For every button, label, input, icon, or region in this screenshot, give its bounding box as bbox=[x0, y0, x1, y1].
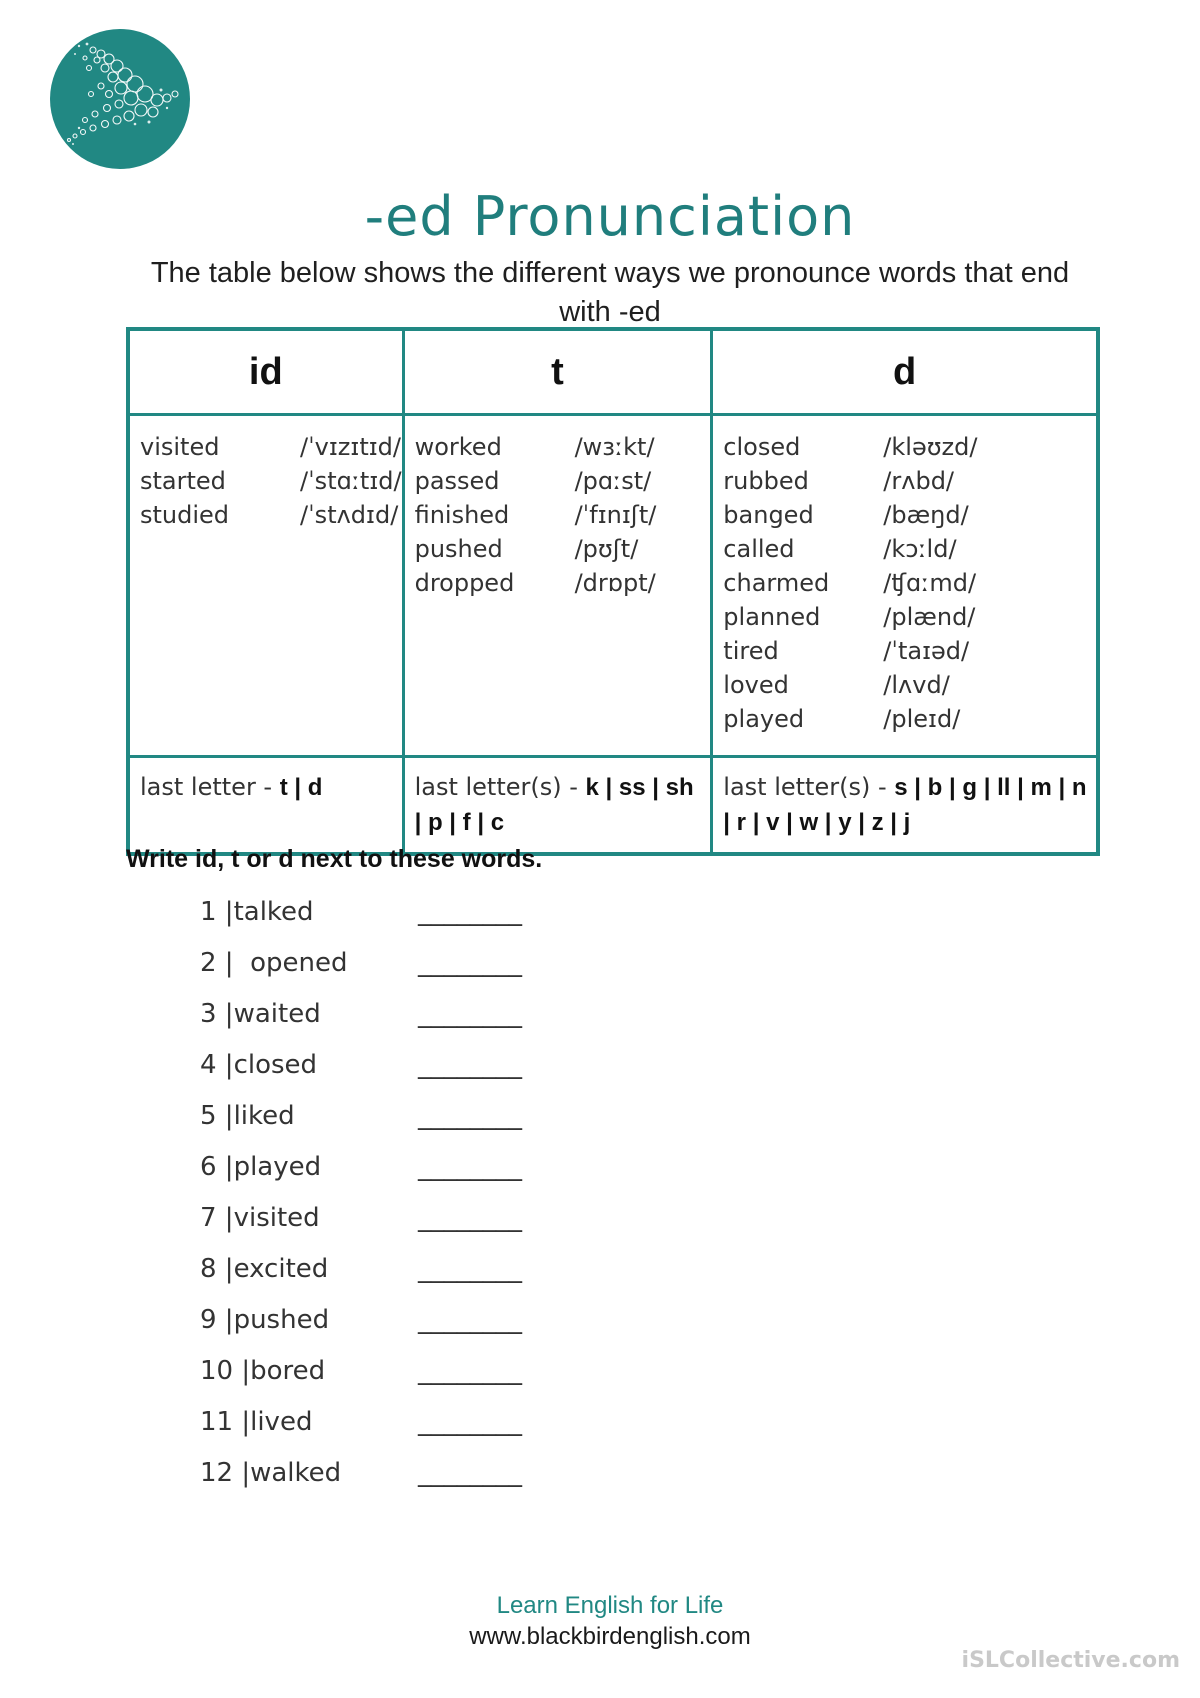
word-pair bbox=[723, 464, 1096, 498]
word: rubbed bbox=[723, 467, 809, 495]
footer-brand: Learn English for Life bbox=[496, 1592, 724, 1619]
exercise-item bbox=[200, 1352, 522, 1403]
rule-cell-id bbox=[128, 757, 403, 855]
rule-prefix: last letter(s) - bbox=[414, 773, 586, 801]
word-pair bbox=[723, 430, 1096, 464]
ipa: /ʧɑːmd/ bbox=[883, 569, 977, 597]
answer-blank[interactable]: ________ bbox=[418, 1050, 522, 1080]
ipa: /lʌvd/ bbox=[883, 671, 950, 699]
item-word: pushed bbox=[233, 1305, 330, 1335]
ipa: /ˈstɑːtɪd/ bbox=[300, 467, 402, 495]
item-word: visited bbox=[233, 1203, 320, 1233]
answer-blank[interactable]: ________ bbox=[418, 1254, 522, 1284]
rule-cell-d bbox=[712, 757, 1098, 855]
word-pair bbox=[415, 498, 711, 532]
word-pair bbox=[723, 702, 1096, 736]
word: finished bbox=[414, 501, 510, 529]
word-pair bbox=[140, 430, 402, 464]
ipa: /pɑːst/ bbox=[574, 467, 652, 495]
exercise-item bbox=[200, 1148, 522, 1199]
words-cell-id bbox=[128, 415, 403, 757]
answer-blank[interactable]: ________ bbox=[418, 1203, 522, 1233]
word-pair bbox=[723, 566, 1096, 600]
item-word: opened bbox=[233, 948, 348, 978]
item-number: 1 | bbox=[200, 897, 234, 927]
ipa: /rʌbd/ bbox=[883, 467, 955, 495]
item-number: 11 | bbox=[200, 1407, 251, 1437]
ipa: /ˈvɪzɪtɪd/ bbox=[300, 433, 401, 461]
word: dropped bbox=[414, 569, 515, 597]
word-pair bbox=[415, 464, 711, 498]
exercise-item bbox=[200, 1199, 522, 1250]
rule-letters: k | ss | sh | p | f | c bbox=[414, 774, 694, 836]
exercise-item bbox=[200, 1097, 522, 1148]
exercise-item bbox=[200, 944, 522, 995]
word: passed bbox=[414, 467, 500, 495]
word: played bbox=[723, 705, 805, 733]
ipa: /ˈstʌdɪd/ bbox=[300, 501, 399, 529]
header-id: id bbox=[128, 329, 403, 415]
word-pair bbox=[140, 464, 402, 498]
ipa: /kɔːld/ bbox=[883, 535, 957, 563]
word: loved bbox=[723, 671, 789, 699]
item-word: lived bbox=[250, 1407, 313, 1437]
item-number: 12 | bbox=[200, 1458, 251, 1488]
word-pair bbox=[723, 668, 1096, 702]
word-pair bbox=[723, 532, 1096, 566]
item-number: 3 | bbox=[200, 999, 234, 1029]
words-cell-d bbox=[712, 415, 1098, 757]
answer-blank[interactable]: ________ bbox=[418, 999, 522, 1029]
page-subtitle: The table below shows the different ways we pronounce words that end with -ed bbox=[150, 257, 1070, 328]
answer-blank[interactable]: ________ bbox=[418, 1458, 522, 1488]
word: closed bbox=[723, 433, 801, 461]
item-word: closed bbox=[233, 1050, 318, 1080]
table-header-row bbox=[128, 329, 1098, 415]
item-number: 9 | bbox=[200, 1305, 234, 1335]
page-title: -ed Pronunciation bbox=[364, 185, 856, 248]
exercise-item bbox=[200, 1301, 522, 1352]
header-d: d bbox=[712, 329, 1098, 415]
ipa: /pʊʃt/ bbox=[574, 535, 639, 563]
header-t: t bbox=[403, 329, 712, 415]
rule-cell-t bbox=[403, 757, 712, 855]
item-word: played bbox=[233, 1152, 322, 1182]
word: charmed bbox=[723, 569, 830, 597]
item-word: walked bbox=[250, 1458, 342, 1488]
word-pair bbox=[723, 600, 1096, 634]
rule-prefix: last letter - bbox=[140, 773, 280, 801]
footer-url[interactable]: www.blackbirdenglish.com bbox=[469, 1623, 751, 1650]
ipa: /plænd/ bbox=[883, 603, 976, 631]
item-number: 8 | bbox=[200, 1254, 234, 1284]
exercise-item bbox=[200, 893, 522, 944]
exercise-item bbox=[200, 1403, 522, 1454]
word-pair bbox=[723, 498, 1096, 532]
item-word: excited bbox=[233, 1254, 329, 1284]
word-pair bbox=[140, 498, 402, 532]
word: banged bbox=[723, 501, 814, 529]
word: worked bbox=[414, 433, 502, 461]
ipa: /bæŋd/ bbox=[883, 501, 969, 529]
item-number: 7 | bbox=[200, 1203, 234, 1233]
word-pair bbox=[415, 532, 711, 566]
rule-prefix: last letter(s) - bbox=[723, 773, 895, 801]
item-word: waited bbox=[233, 999, 321, 1029]
pronunciation-table bbox=[126, 327, 1100, 856]
item-number: 6 | bbox=[200, 1152, 234, 1182]
item-word: talked bbox=[233, 897, 314, 927]
exercise-item bbox=[200, 1046, 522, 1097]
ipa: /kləʊzd/ bbox=[883, 433, 978, 461]
exercise-instruction: Write id, t or d next to these words. bbox=[126, 845, 543, 873]
word: started bbox=[140, 467, 226, 495]
ipa: /drɒpt/ bbox=[574, 569, 656, 597]
answer-blank[interactable]: ________ bbox=[418, 897, 522, 927]
table-rule-row bbox=[128, 757, 1098, 855]
item-word: liked bbox=[233, 1101, 295, 1131]
word-pair bbox=[415, 566, 711, 600]
table-words-row bbox=[128, 415, 1098, 757]
words-cell-t bbox=[403, 415, 712, 757]
answer-blank[interactable]: ________ bbox=[418, 1101, 522, 1131]
word: called bbox=[723, 535, 795, 563]
exercise-item bbox=[200, 1454, 522, 1505]
item-number: 5 | bbox=[200, 1101, 234, 1131]
ipa: /wɜːkt/ bbox=[574, 433, 655, 461]
ipa: /pleɪd/ bbox=[883, 705, 961, 733]
ipa: /ˈfɪnɪʃt/ bbox=[574, 501, 657, 529]
rule-letters: s | b | g | ll | m | n | r | v | w | y | z | j bbox=[723, 774, 1087, 836]
answer-blank[interactable]: ________ bbox=[418, 1407, 522, 1437]
item-number: 2 | bbox=[200, 948, 234, 978]
rule-letters: t | d bbox=[279, 774, 323, 801]
word-pair bbox=[723, 634, 1096, 668]
exercise-item bbox=[200, 1250, 522, 1301]
item-word: bored bbox=[250, 1356, 326, 1386]
word: studied bbox=[140, 501, 230, 529]
exercise-list bbox=[200, 893, 522, 1505]
word: planned bbox=[723, 603, 821, 631]
exercise-item bbox=[200, 995, 522, 1046]
answer-blank[interactable]: ________ bbox=[418, 1305, 522, 1335]
answer-blank[interactable]: ________ bbox=[418, 948, 522, 978]
word: pushed bbox=[414, 535, 503, 563]
answer-blank[interactable]: ________ bbox=[418, 1152, 522, 1182]
item-number: 4 | bbox=[200, 1050, 234, 1080]
answer-blank[interactable]: ________ bbox=[418, 1356, 522, 1386]
ipa: /ˈtaɪəd/ bbox=[883, 637, 970, 665]
word: visited bbox=[140, 433, 220, 461]
bird-logo-icon bbox=[49, 28, 191, 170]
watermark: iSLCollective.com bbox=[961, 1648, 1180, 1673]
word: tired bbox=[723, 637, 779, 665]
item-number: 10 | bbox=[200, 1356, 251, 1386]
word-pair bbox=[415, 430, 711, 464]
